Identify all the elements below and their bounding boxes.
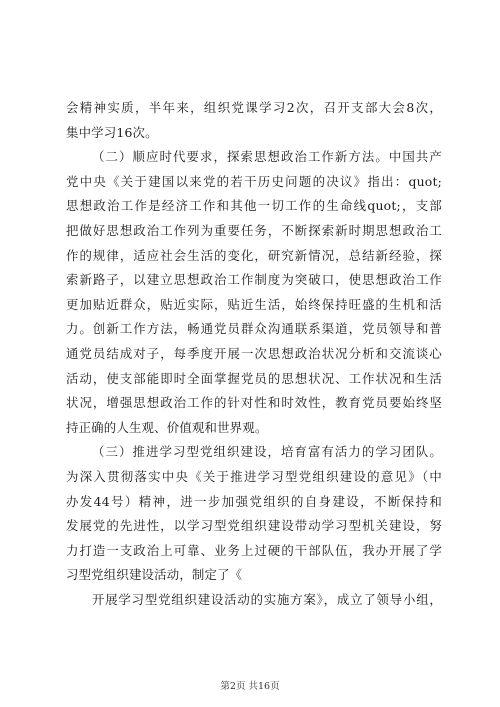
text-line: 把做好思想政治工作列为重要任务，不断探索新时期思想政治工 [66,222,442,238]
text-line: 持正确的人生观、价值观和世界观。 [66,419,268,435]
text-line: 力。创新工作方法，畅通党员群众沟通联系渠道，党员领导和普 [66,321,442,337]
document-body [66,96,442,612]
text-line: 办发44号）精神，进一步加强党组织的自身建设，不断保持和 [66,493,442,509]
text-line: 发展党的先进性，以学习型党组织建设带动学习型机关建设，努 [66,518,442,534]
text-line: 状况，增强思想政治工作的针对性和时效性，教育党员要始终坚 [66,395,442,411]
text-line: 更加贴近群众，贴近实际，贴近生活，始终保持旺盛的生机和活 [66,296,442,312]
text-line: （二）顺应时代要求，探索思想政治工作新方法。中国共产 [92,149,442,165]
text-line: 会精神实质，半年来，组织党课学习2次，召开支部大会8次， [66,100,442,115]
text-line: 集中学习16次。 [66,124,158,140]
text-line: 作的规律，适应社会生活的变化，研究新情况，总结新经验，探 [66,247,442,263]
text-line: 党中央《关于建国以来党的若干历史问题的决议》指出：quot; [66,173,442,189]
page-footer: 第2页 共16页 [220,681,280,692]
text-line: 通党员结成对子，每季度开展一次思想政治状况分析和交流谈心 [66,345,442,361]
text-line: 开展学习型党组织建设活动的实施方案》，成立了领导小组， [92,591,442,607]
text-line: 习型党组织建设活动，制定了《 [66,567,243,583]
text-line: （三）推进学习型党组织建设，培育富有活力的学习团队。 [92,444,442,460]
text-line: 活动，使支部能即时全面掌握党员的思想状况、工作状况和生活 [66,370,442,386]
text-line: 为深入贯彻落实中央《关于推进学习型党组织建设的意见》（中 [66,468,442,484]
text-line: 索新路子，以建立思想政治工作制度为突破口，使思想政治工作 [66,272,442,288]
text-line: 思想政治工作是经济工作和其他一切工作的生命线quot;，支部 [66,198,442,214]
text-line: 力打造一支政治上可靠、业务上过硬的干部队伍，我办开展了学 [66,542,442,558]
